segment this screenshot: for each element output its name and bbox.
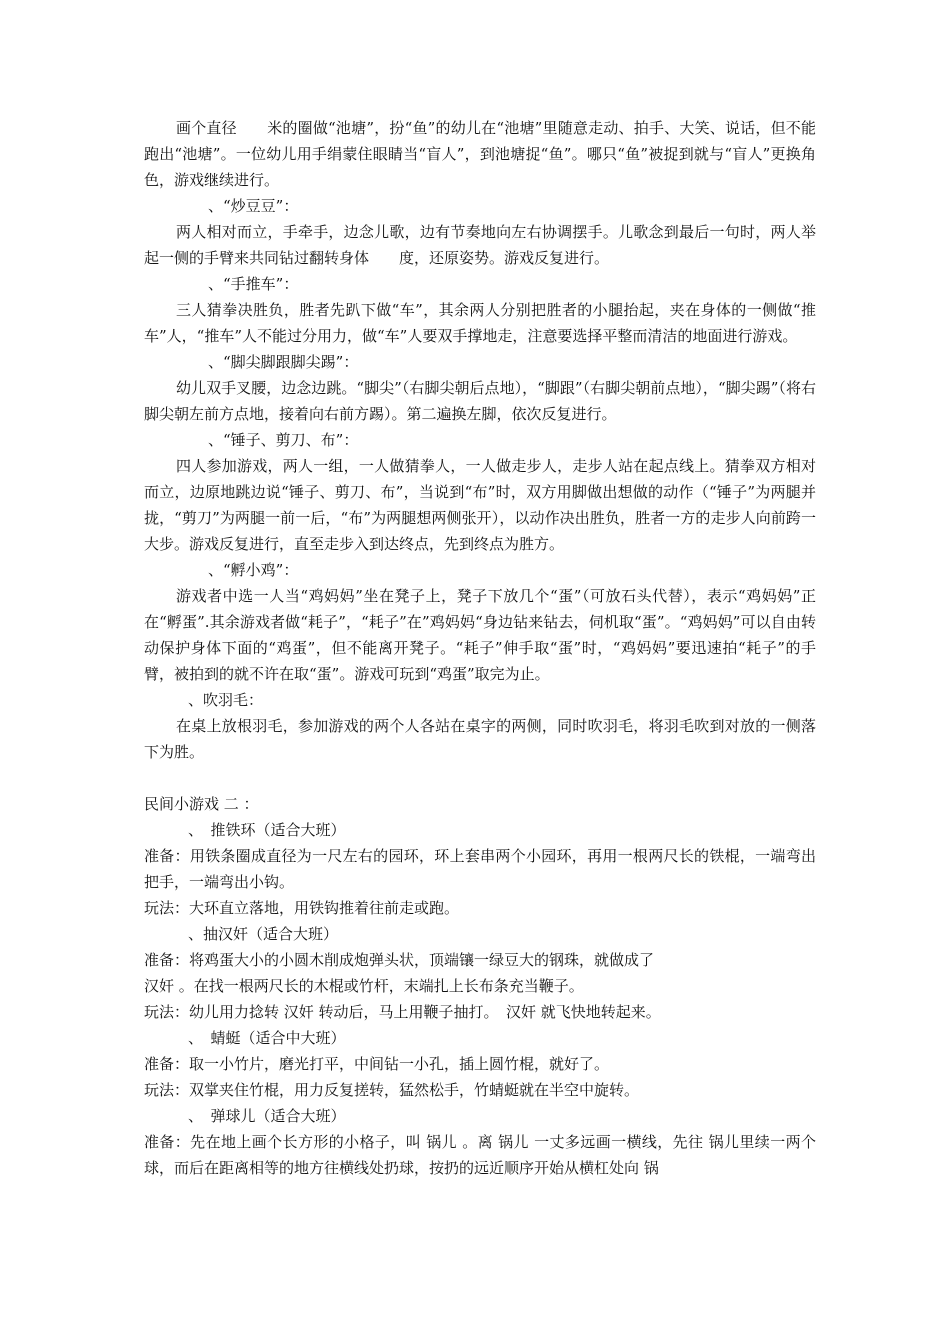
- heading-rock-scissors-cloth: 、“锤子、剪刀、布”：: [208, 431, 359, 449]
- paragraph-spinning-top-play: 玩法：幼儿用力捻转 汉奸 转动后，马上用鞭子抽打。 汉奸 就飞快地转起来。: [144, 1003, 661, 1021]
- heading-toe-heel-kick: 、“脚尖脚跟脚尖踢”：: [208, 353, 359, 371]
- heading-spinning-top: 、抽汉奸（适合大班）: [188, 925, 339, 943]
- paragraph-spinning-top-prep-2: 汉奸 。在找一根两尺长的木棍或竹杆，末端扎上长布条充当鞭子。: [144, 977, 584, 995]
- paragraph-bamboo-dragonfly-prep: 准备：取一小竹片，磨光打平，中间钻一小孔，插上圆竹棍，就好了。: [144, 1055, 610, 1073]
- paragraph-toe-heel-kick: 幼儿双手叉腰，边念边跳。“脚尖”（右脚尖朝后点地），“脚跟”（右脚尖朝前点地），“脚尖踢”（将右脚尖朝左前方点地，接着向右前方踢）。第二遍换左脚，依次反复进行。: [144, 379, 816, 423]
- paragraph-rock-scissors-cloth: 四人参加游戏，两人一组，一人做猜拳人，一人做走步人，走步人站在起点线上。猜拳双方相对而立，边原地跳边说“锤子、剪刀、布”，当说到“布”时，双方用脚做出想做的动作（“锤子”为两腿并拢，“剪刀”为两腿一前一后，“布”为两腿想两侧张开），以动作决出胜负，胜者一方的走步人向前跨一大步。游戏反复进行，直至走步入到达终点，先到终点为胜方。: [144, 457, 816, 553]
- paragraph-pond-game: 画个直径 米的圈做“池塘”，扮“鱼”的幼儿在“池塘”里随意走动、拍手、大笑、说话，但不能跑出“池塘”。一位幼儿用手绢蒙住眼睛当“盲人”，到池塘捉“鱼”。哪只“鱼”被捉到就与“盲人”更换角色，游戏继续进行。: [144, 119, 816, 189]
- paragraph-iron-hoop-prep: 准备：用铁条圈成直径为一尺左右的园环，环上套串两个小园环，再用一根两尺长的铁棍，一端弯出把手，一端弯出小钩。: [144, 847, 816, 891]
- paragraph-marbles-prep: 准备：先在地上画个长方形的小格子，叫 锅儿 。离 锅儿 一丈多远画一横线，先往 锅儿里续一两个球，而后在距离相等的地方往横线处扔球，按扔的远近顺序开始从横杠处向 锅: [144, 1133, 816, 1177]
- heading-bamboo-dragonfly: 、 蜻蜓（适合中大班）: [188, 1029, 346, 1047]
- heading-hatch-chicks: 、“孵小鸡”：: [208, 561, 299, 579]
- paragraph-blow-feather: 在桌上放根羽毛，参加游戏的两个人各站在桌字的两侧，同时吹羽毛，将羽毛吹到对放的一侧落下为胜。: [144, 717, 816, 761]
- paragraph-bamboo-dragonfly-play: 玩法：双掌夹住竹棍，用力反复搓转，猛然松手，竹蜻蜓就在半空中旋转。: [144, 1081, 640, 1099]
- section-title-folk-games-two: 民间小游戏 二 ：: [144, 795, 259, 813]
- section-gap: [144, 765, 816, 791]
- paragraph-chao-doudou: 两人相对而立，手牵手，边念儿歌，边有节奏地向左右协调摆手。儿歌念到最后一句时，两人举起一侧的手臂来共同钻过翻转身体 度，还原姿势。游戏反复进行。: [144, 223, 816, 267]
- paragraph-hatch-chicks: 游戏者中选一人当“鸡妈妈”坐在凳子上，凳子下放几个“蛋”（可放石头代替），表示“鸡妈妈”正在“孵蛋”.其余游戏者做“耗子”，“耗子”在”鸡妈妈“身边钻来钻去，伺机取“蛋”。“鸡妈妈”可以自由转动保护身体下面的“鸡蛋”，但不能离开凳子。“耗子”伸手取“蛋”时，“鸡妈妈”要迅速拍“耗子”的手臂，被拍到的就不许在取“蛋”。游戏可玩到“鸡蛋”取完为止。: [144, 587, 816, 683]
- paragraph-spinning-top-prep-1: 准备：将鸡蛋大小的小圆木削成炮弹头状，顶端镶一绿豆大的钢珠，就做成了: [144, 951, 655, 969]
- heading-hand-cart: 、“手推车”：: [208, 275, 299, 293]
- heading-chao-doudou: 、“炒豆豆”：: [208, 197, 299, 215]
- document-body: [144, 115, 816, 1181]
- paragraph-hand-cart: 三人猜拳决胜负，胜者先趴下做“车”，其余两人分别把胜者的小腿抬起，夹在身体的一侧做“推车”人，“推车”人不能过分用力，做“车”人要双手撑地走，注意要选择平整而清洁的地面进行游戏。: [144, 301, 816, 345]
- heading-marbles: 、 弹球儿（适合大班）: [188, 1107, 346, 1125]
- heading-iron-hoop: 、 推铁环（适合大班）: [188, 821, 346, 839]
- heading-blow-feather: 、吹羽毛：: [188, 691, 264, 709]
- paragraph-iron-hoop-play: 玩法：大环直立落地，用铁钩推着往前走或跑。: [144, 899, 460, 917]
